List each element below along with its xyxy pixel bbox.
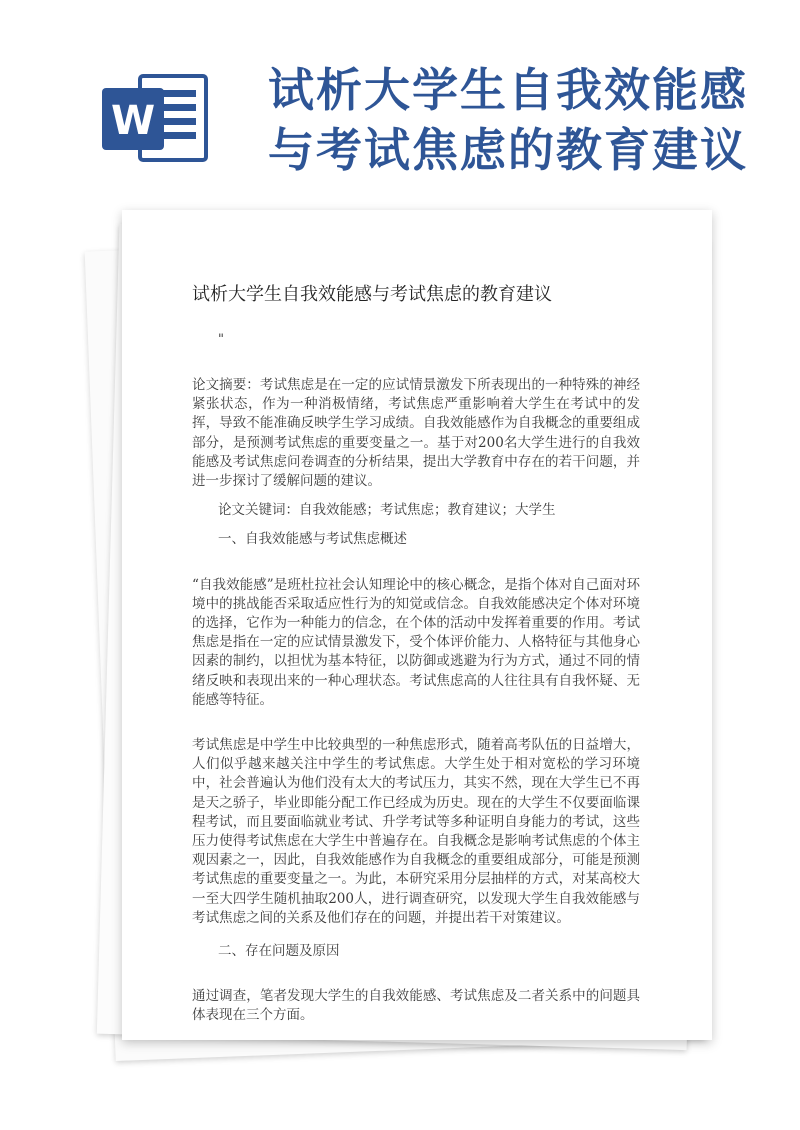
abstract-paragraph: 论文摘要：考试焦虑是在一定的应试情景激发下所表现出的一种特殊的神经紧张状态，作为一种消极情绪，考试焦虑严重影响着大学生在考试中的发挥，导致不能准确反映学生学习成绩。自我效能感作为自我概念的重要组成部分，是预测考试焦虑的重要变量之一。基于对200名大学生进行的自我效能感及考试焦虑问卷调查的分析结果，提出大学教育中存在的若干问题，并进一步探讨了缓解问题的建议。: [192, 377, 640, 490]
banner-title-line2: 与考试焦虑的教育建议: [268, 123, 748, 177]
body-paragraph-3: 通过调查，笔者发现大学生的自我效能感、考试焦虑及二者关系中的问题具体表现在三个方面。: [192, 988, 640, 1024]
section-heading-2: 二、存在问题及原因: [218, 943, 340, 960]
word-document-icon: [102, 72, 210, 164]
document-body: [192, 282, 640, 1026]
logo-letter: W: [110, 98, 156, 144]
quote-mark: ": [218, 332, 224, 347]
body-paragraph-1: “自我效能感”是班杜拉社会认知理论中的核心概念，是指个体对自己面对环境中的挑战能否采取适应性行为的知觉或信念。自我效能感决定个体对环境的选择，它作为一种能力的信念，在个体的活动中发挥着重要的作用。考试焦虑是指在一定的应试情景激发下，受个体评价能力、人格特征与其他身心因素的制约，以担忧为基本特征，以防御或逃避为行为方式，通过不同的情绪反映和表现出来的一种心理状态。考试焦虑高的人往往具有自我怀疑、无能感等特征。: [192, 576, 640, 708]
document-title: 试析大学生自我效能感与考试焦虑的教育建议: [192, 284, 552, 305]
body-paragraph-2: 考试焦虑是中学生中比较典型的一种焦虑形式，随着高考队伍的日益增大，人们似乎越来越关注中学生的考试焦虑。大学生处于相对宽松的学习环境中，社会普遍认为他们没有太大的考试压力，其实不然，现在大学生已不再是天之骄子，毕业即能分配工作已经成为历史。现在的大学生不仅要面临课程考试，而且要面临就业考试、升学考试等多种证明自身能力的考试，这些压力使得考试焦虑在大学生中普遍存在。自我概念是影响考试焦虑的个体主观因素之一，因此，自我效能感作为自我概念的重要组成部分，可能是预测考试焦虑的重要变量之一。为此，本研究采用分层抽样的方式，对某高校大一至大四学生随机抽取200人，进行调查研究，以发现大学生自我效能感与考试焦虑之间的关系及他们存在的问题，并提出若干对策建议。: [192, 737, 640, 926]
banner-title-line1: 试析大学生自我效能感: [268, 63, 748, 117]
section-heading-1: 一、自我效能感与考试焦虑概述: [218, 531, 407, 548]
keywords-line: 论文关键词：自我效能感；考试焦虑；教育建议；大学生: [218, 502, 556, 519]
banner-title: [268, 60, 788, 180]
